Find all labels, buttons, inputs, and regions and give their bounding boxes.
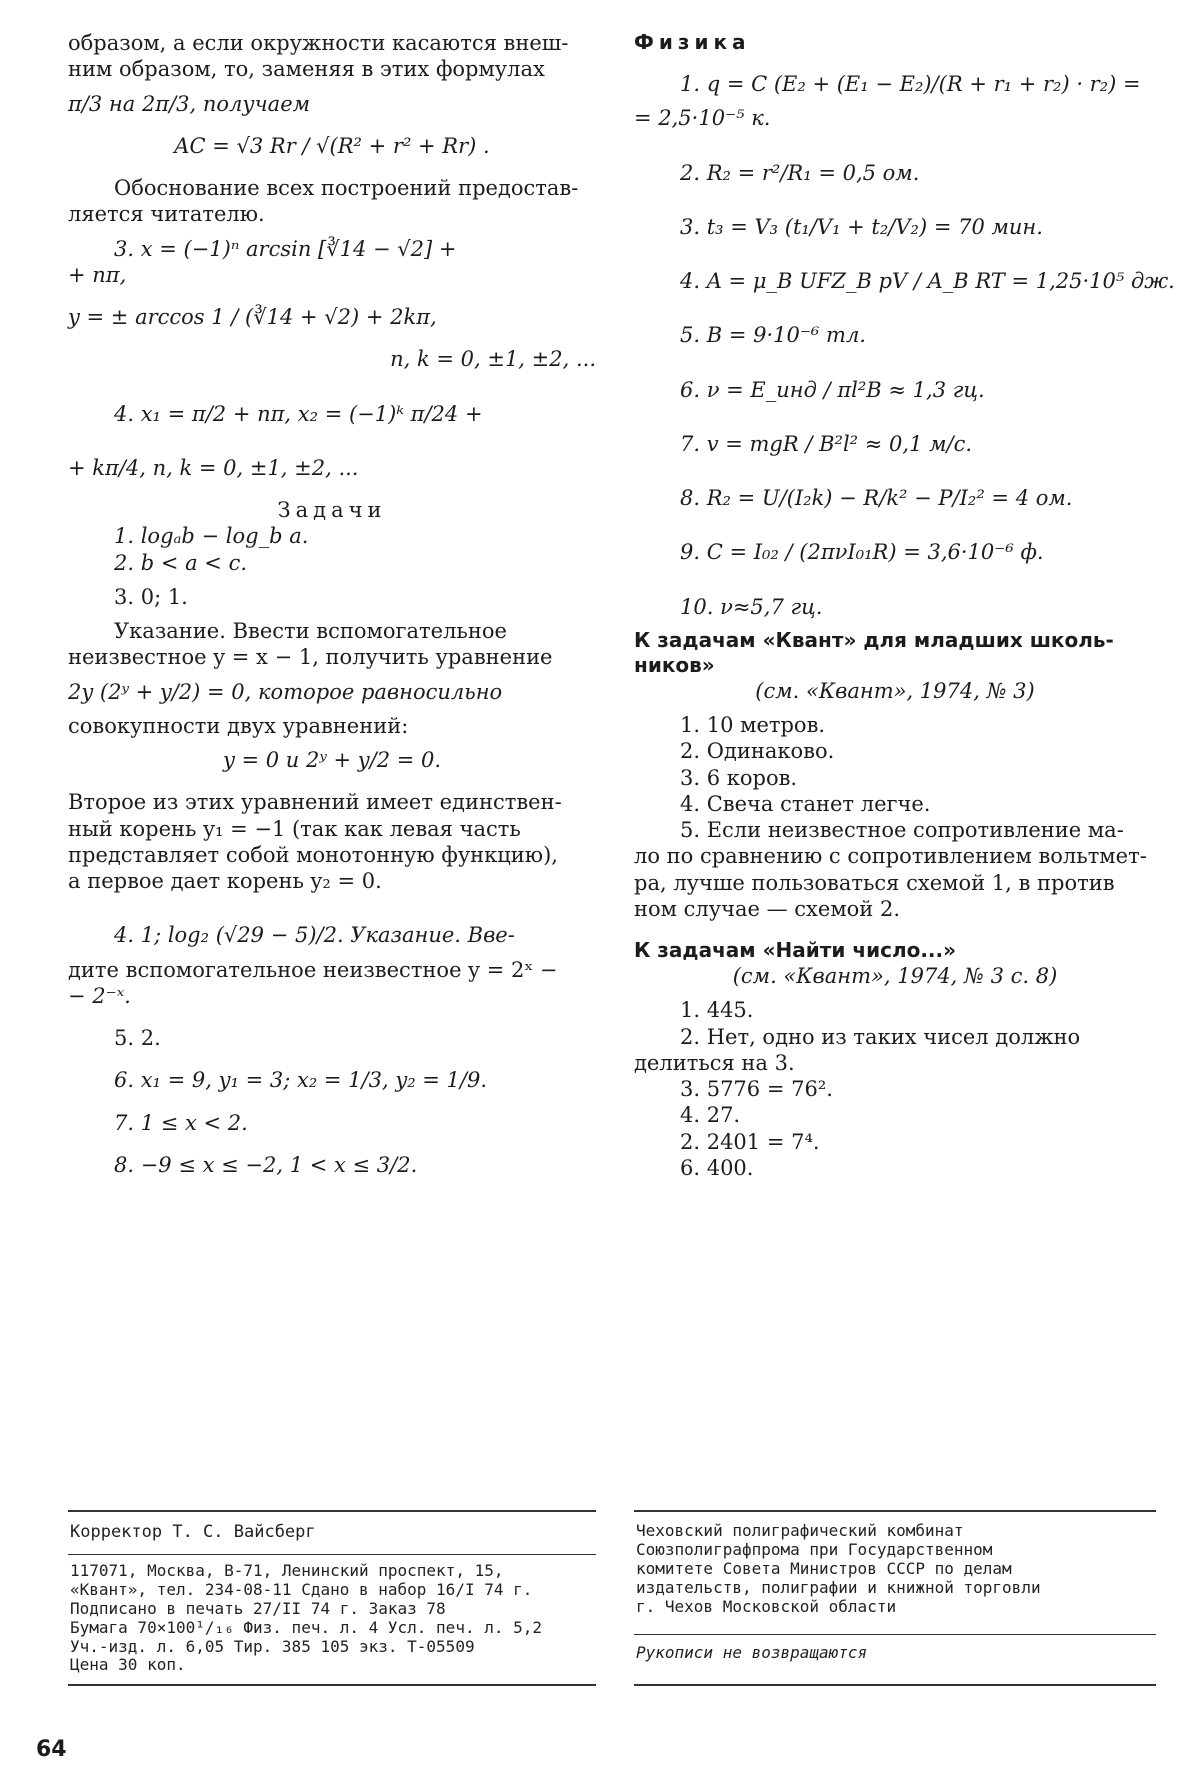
text-line: а первое дает корень y₂ = 0. bbox=[68, 869, 382, 893]
text-line: делиться на 3. bbox=[634, 1050, 795, 1075]
divider bbox=[68, 1554, 596, 1555]
section-heading-zadachi: Задачи bbox=[277, 498, 387, 522]
section-reference: (см. «Квант», 1974, № 3) bbox=[755, 678, 1035, 703]
answer-5: 5. 2. bbox=[114, 1026, 161, 1050]
imprint-line: Подписано в печать 27/II 74 г. Заказ 78 bbox=[70, 1598, 446, 1618]
divider bbox=[634, 1634, 1156, 1635]
number-answer-2: 2. Нет, одно из таких чисел должно bbox=[680, 1024, 1081, 1049]
divider bbox=[634, 1510, 1156, 1512]
section-heading-find-number: К задачам «Найти число...» bbox=[634, 938, 957, 962]
answer-4: 4. x₁ = π/2 + nπ, x₂ = (−1)ᵏ π/24 + bbox=[114, 401, 483, 426]
formula: y = 0 и 2ʸ + y/2 = 0. bbox=[222, 748, 442, 772]
printer-info bbox=[636, 1522, 1156, 1616]
text-line: ним образом, то, заменяя в этих формулах bbox=[68, 57, 545, 82]
formula: − 2⁻ˣ. bbox=[68, 983, 131, 1008]
imprint-line: 117071, Москва, В-71, Ленинский проспект, 15, bbox=[70, 1561, 504, 1580]
answer-6: 6. x₁ = 9, y₁ = 3; x₂ = 1/3, y₂ = 1/9. bbox=[114, 1068, 488, 1093]
physics-answer-10: 10. ν≈5,7 гц. bbox=[680, 594, 823, 619]
imprint-address bbox=[70, 1562, 596, 1675]
physics-answer-8: 8. R₂ = U/(I₂k) − R/k² − P/I₂² = 4 ом. bbox=[680, 486, 1073, 510]
junior-answer-5: 5. Если неизвестное сопротивление ма- bbox=[680, 818, 1124, 842]
text-line: представляет собой монотонную функцию), bbox=[68, 842, 558, 867]
answer-4: 4. 1; log₂ (√29 − 5)/2. Указание. Вве- bbox=[114, 923, 515, 948]
text-line: Обоснование всех построений предостав- bbox=[114, 176, 579, 200]
formula: y = ± arccos 1 / (∛14 + √2) + 2kπ, bbox=[68, 305, 437, 329]
junior-answer-3: 3. 6 коров. bbox=[680, 765, 798, 790]
text-line: ра, лучше пользоваться схемой 1, в против bbox=[634, 870, 1115, 895]
number-answer-4: 4. 27. bbox=[680, 1103, 741, 1128]
printer-line: Чеховский полиграфический комбинат bbox=[636, 1521, 964, 1540]
text-line: ло по сравнению с сопротивлением вольтмет- bbox=[634, 844, 1147, 869]
text-line: образом, а если окружности касаются внеш- bbox=[68, 31, 569, 55]
formula: + nπ, bbox=[68, 262, 127, 287]
answer-3: 3. x = (−1)ⁿ arcsin [∛14 − √2] + bbox=[114, 236, 457, 261]
physics-answer-2: 2. R₂ = r²/R₁ = 0,5 ом. bbox=[680, 160, 920, 185]
number-answer-3: 3. 5776 = 76². bbox=[680, 1077, 833, 1101]
formula-ac: AC = √3 Rr / √(R² + r² + Rr) . bbox=[174, 133, 490, 158]
text-line: ном случае — схемой 2. bbox=[634, 896, 901, 921]
number-answer-5: 2. 2401 = 7⁴. bbox=[680, 1129, 820, 1154]
formula: 2y (2ʸ + y/2) = 0, которое равносильно bbox=[68, 679, 503, 704]
printer-line: Союзполиграфпрома при Государственном bbox=[636, 1539, 993, 1559]
page-number: 64 bbox=[36, 1737, 67, 1762]
corrector-line: Корректор Т. С. Вайсберг bbox=[70, 1522, 316, 1542]
physics-answer-7: 7. v = mgR / B²l² ≈ 0,1 м/с. bbox=[680, 431, 973, 456]
printer-line: г. Чехов Московской области bbox=[636, 1596, 897, 1616]
divider bbox=[634, 1684, 1156, 1686]
answer-7: 7. 1 ≤ x < 2. bbox=[114, 1110, 248, 1135]
physics-answer-9: 9. C = I₀₂ / (2πνI₀₁R) = 3,6·10⁻⁶ ф. bbox=[680, 540, 1044, 565]
divider bbox=[68, 1510, 596, 1512]
answer-1: 1. logₐb − log_b a. bbox=[114, 524, 309, 549]
junior-answer-4: 4. Свеча станет легче. bbox=[680, 791, 931, 816]
imprint-line: Бумага 70×100¹/₁₆ Физ. печ. л. 4 Усл. печ. л. 5,2 bbox=[70, 1617, 543, 1637]
imprint-line: Уч.-изд. л. 6,05 Тир. 385 105 экз. Т-05509 bbox=[70, 1636, 475, 1656]
answer-8: 8. −9 ≤ x ≤ −2, 1 < x ≤ 3/2. bbox=[114, 1152, 418, 1177]
section-heading-kvant-juniors-cont: ников» bbox=[634, 652, 715, 677]
number-answer-6: 6. 400. bbox=[680, 1155, 754, 1180]
text-line: неизвестное y = x − 1, получить уравнение bbox=[68, 645, 553, 670]
text-line: Второе из этих уравнений имеет единствен- bbox=[68, 790, 562, 815]
text-line: совокупности двух уравнений: bbox=[68, 713, 409, 738]
right-column bbox=[634, 30, 1175, 1181]
text-line: ный корень y₁ = −1 (так как левая часть bbox=[68, 816, 521, 841]
number-answer-1: 1. 445. bbox=[680, 998, 754, 1023]
formula: = 2,5·10⁻⁵ к. bbox=[634, 106, 771, 131]
section-heading-kvant-juniors: К задачам «Квант» для младших школь- bbox=[634, 627, 1114, 652]
printer-line: издательств, полиграфии и книжной торговли bbox=[636, 1577, 1041, 1597]
printer-line: комитете Совета Министров СССР по делам bbox=[636, 1558, 1012, 1578]
section-reference: (см. «Квант», 1974, № 3 с. 8) bbox=[732, 964, 1058, 988]
imprint-line: «Квант», тел. 234-08-11 Сдано в набор 16/I 74 г. bbox=[70, 1579, 533, 1599]
text-line: дите вспомогательное неизвестное y = 2ˣ − bbox=[68, 957, 558, 982]
text-line: Указание. Ввести вспомогательное bbox=[114, 619, 507, 643]
junior-answer-2: 2. Одинаково. bbox=[680, 739, 835, 764]
answer-3: 3. 0; 1. bbox=[114, 584, 188, 609]
divider bbox=[68, 1684, 596, 1686]
physics-answer-5: 5. B = 9·10⁻⁶ тл. bbox=[680, 323, 866, 348]
physics-answer-3: 3. t₃ = V₃ (t₁/V₁ + t₂/V₂) = 70 мин. bbox=[680, 214, 1043, 239]
imprint-line: Цена 30 коп. bbox=[70, 1655, 186, 1675]
junior-answer-1: 1. 10 метров. bbox=[680, 713, 826, 737]
physics-answer-1: 1. q = C (E₂ + (E₁ − E₂)/(R + r₁ + r₂) · r₂) = bbox=[680, 72, 1141, 96]
left-column bbox=[68, 30, 596, 1178]
manuscripts-note: Рукописи не возвращаются bbox=[636, 1643, 868, 1662]
formula: + kπ/4, n, k = 0, ±1, ±2, ... bbox=[68, 455, 359, 480]
answer-2: 2. b < a < c. bbox=[114, 550, 248, 575]
physics-answer-4: 4. A = μ_B UFZ_B pV / A_B RT = 1,25·10⁵ дж. bbox=[680, 269, 1175, 293]
formula: π/3 на 2π/3, получаем bbox=[68, 91, 311, 116]
physics-answer-6: 6. ν = E_инд / πl²B ≈ 1,3 гц. bbox=[680, 377, 985, 402]
formula: n, k = 0, ±1, ±2, ... bbox=[390, 347, 596, 372]
text-line: ляется читателю. bbox=[68, 202, 265, 227]
section-heading-fizika: Физика bbox=[634, 30, 751, 54]
